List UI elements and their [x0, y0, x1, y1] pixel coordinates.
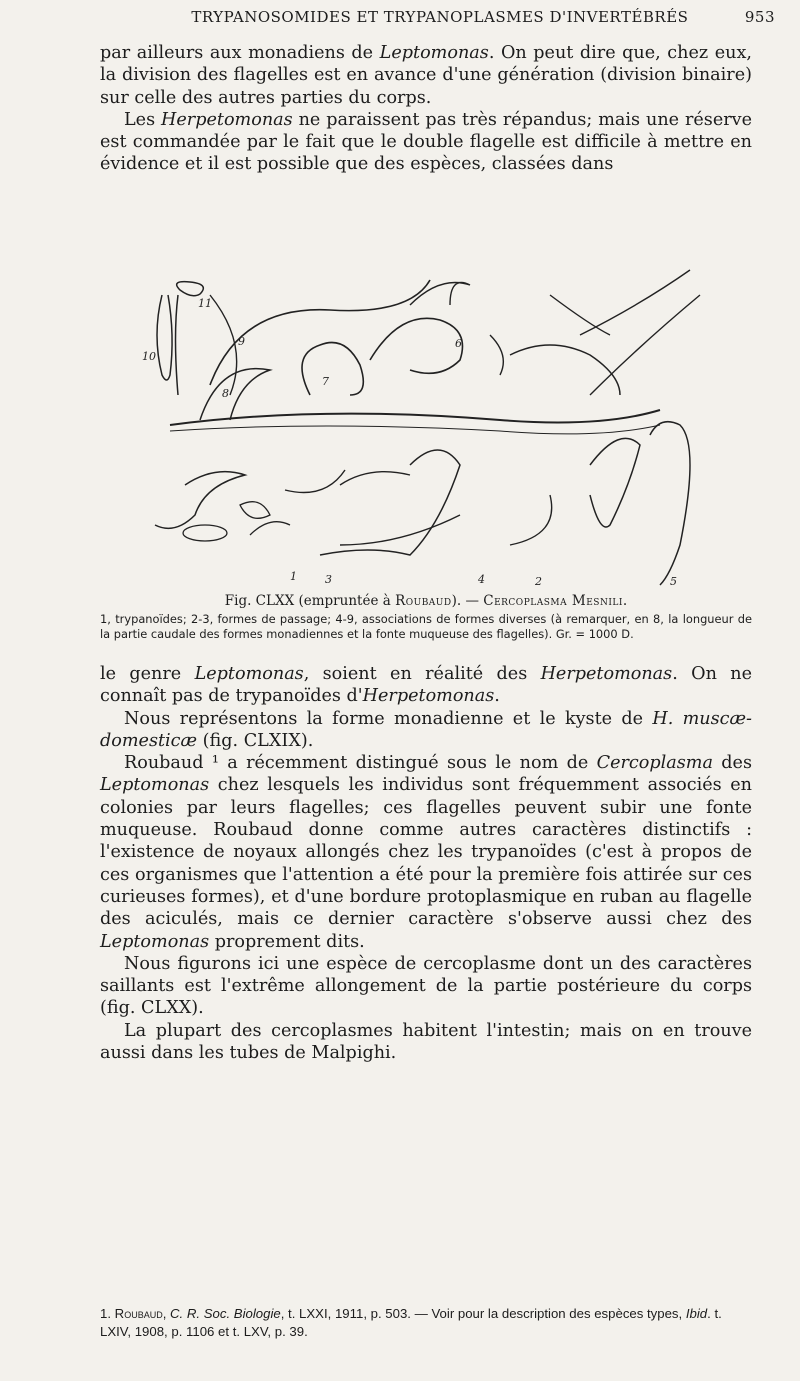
- organism-1: [155, 472, 245, 529]
- text: ,: [162, 1306, 171, 1321]
- genus-name: Leptomonas: [100, 931, 210, 952]
- text: .: [494, 686, 500, 707]
- organism-3: [590, 438, 640, 527]
- figure-label: 8: [222, 387, 229, 400]
- text: Les: [124, 109, 162, 130]
- text: . On peut dire que, chez eux, la division des flagelles est en avance d'une génération (division binaire) sur celle des autres parties du corps.: [100, 43, 752, 108]
- organism-10: [157, 295, 172, 380]
- organism-4: [650, 422, 690, 585]
- page-number: 953: [744, 8, 775, 26]
- figure-label: 9: [238, 335, 245, 348]
- caption-text: ). —: [451, 593, 484, 609]
- figure-label: 7: [322, 375, 329, 388]
- caption-species: Cercoplasma Mesnili: [483, 593, 623, 609]
- footnote-author: Roubaud: [114, 1306, 163, 1321]
- organism-5: [510, 345, 620, 395]
- genus-name: Herpetomonas: [161, 109, 293, 130]
- paragraph-2: [100, 109, 752, 176]
- figure-caption-body: 1, trypanoïdes; 2-3, formes de passage; 4-9, associations de formes diverses (à remarquer, en 8, la longueur de la partie caudale des formes monadiennes et la fonte muqueuse des flagelles). Gr. = 1000 D.: [100, 612, 752, 641]
- figure-label: 3: [325, 573, 332, 586]
- paragraph-7: La plupart des cercoplasmes habitent l'intestin; mais on en trouve aussi dans les tubes de Malpighi.: [100, 1020, 752, 1064]
- text: des: [712, 753, 752, 774]
- text: ne paraissent pas très répandus; mais une réserve est commandée par le fait que le double flagelle est difficile à mettre en évidence et il est possible que des espèces, classées dans: [100, 109, 753, 175]
- caption-text: .: [622, 593, 628, 609]
- genus-name: Herpetomonas: [362, 686, 495, 707]
- text: , t. LXXI, 1911, p. 503. — Voir pour la description des espèces types,: [280, 1306, 686, 1321]
- paragraph-4: [100, 708, 752, 753]
- text: proprement dits.: [209, 931, 365, 952]
- organism-6: [370, 318, 463, 373]
- genus-name: Leptomonas: [100, 775, 210, 796]
- organism-7: [302, 343, 363, 396]
- figure-label: 1: [290, 570, 297, 583]
- text: (fig. CLXIX).: [197, 730, 314, 751]
- figure-caption-title: [100, 592, 752, 610]
- text: Nous représentons la forme monadienne et le kyste de: [124, 708, 653, 729]
- footnote: [100, 1305, 752, 1341]
- text: par ailleurs aux monadiens de: [100, 43, 380, 63]
- running-header: [75, 8, 775, 26]
- text: chez lesquels les individus sont fréquemment associés en colonies par leurs flagelles; ces flagelles peuvent subir une fonte muqueuse. Roubaud donne comme autres caractères distinctifs : l'existence de noyaux allongés chez les trypanoïdes (c'est à propos de ces organismes que l'attention a été pour la première fois attirée sur ces curieuses formes), et d'une bordure protoplasmique en ruban au flagelle des aciculés, mais ce dernier caractère s'observe aussi chez des: [100, 775, 752, 930]
- caption-text: Fig. CLXX (empruntée à: [224, 593, 396, 609]
- paragraph-main: [100, 663, 752, 1064]
- paragraph-6: Nous figurons ici une espèce de cercoplasme dont un des caractères saillants est l'extrême allongement de la partie postérieure du corps (fig. CLXX).: [100, 953, 752, 1019]
- journal-name: C. R. Soc. Biologie: [170, 1306, 281, 1321]
- caption-author: Roubaud: [395, 593, 452, 609]
- figure-label: 11: [198, 297, 212, 310]
- text: . On ne connaît pas de trypanoïdes d': [100, 664, 752, 707]
- genus-name: Cercoplasma: [596, 753, 713, 774]
- organism-9: [210, 280, 430, 385]
- figure-clxx: [110, 235, 730, 590]
- text: , soient en réalité des: [303, 664, 541, 684]
- figure-label: 2: [535, 575, 542, 588]
- paragraph-5: [100, 752, 752, 953]
- figure-label: 6: [455, 337, 462, 350]
- ibid: Ibid: [685, 1306, 708, 1321]
- figure-label: 4: [478, 573, 485, 586]
- figure-label: 10: [142, 350, 156, 363]
- paragraph-3: [100, 663, 752, 708]
- figure-label: 5: [670, 575, 677, 588]
- organism-long: [170, 410, 660, 425]
- footnote-number: 1.: [100, 1306, 115, 1321]
- genus-name: Leptomonas: [194, 664, 304, 684]
- running-title: TRYPANOSOMIDES ET TRYPANOPLASMES D'INVERTÉBRÉS: [191, 8, 689, 26]
- genus-name: Herpetomonas: [540, 664, 673, 684]
- text: le genre: [100, 664, 195, 684]
- text: . t. LXIV, 1908, p. 1106 et t. LXV, p. 39.: [100, 1306, 722, 1339]
- paragraph-top: [100, 42, 752, 176]
- species-name: H. muscæ-domesticæ: [100, 708, 752, 751]
- figure-illustration: [110, 235, 730, 590]
- genus-name: Leptomonas: [379, 43, 489, 63]
- paragraph-1: [100, 42, 752, 109]
- text: Roubaud ¹ a récemment distingué sous le nom de: [124, 753, 597, 774]
